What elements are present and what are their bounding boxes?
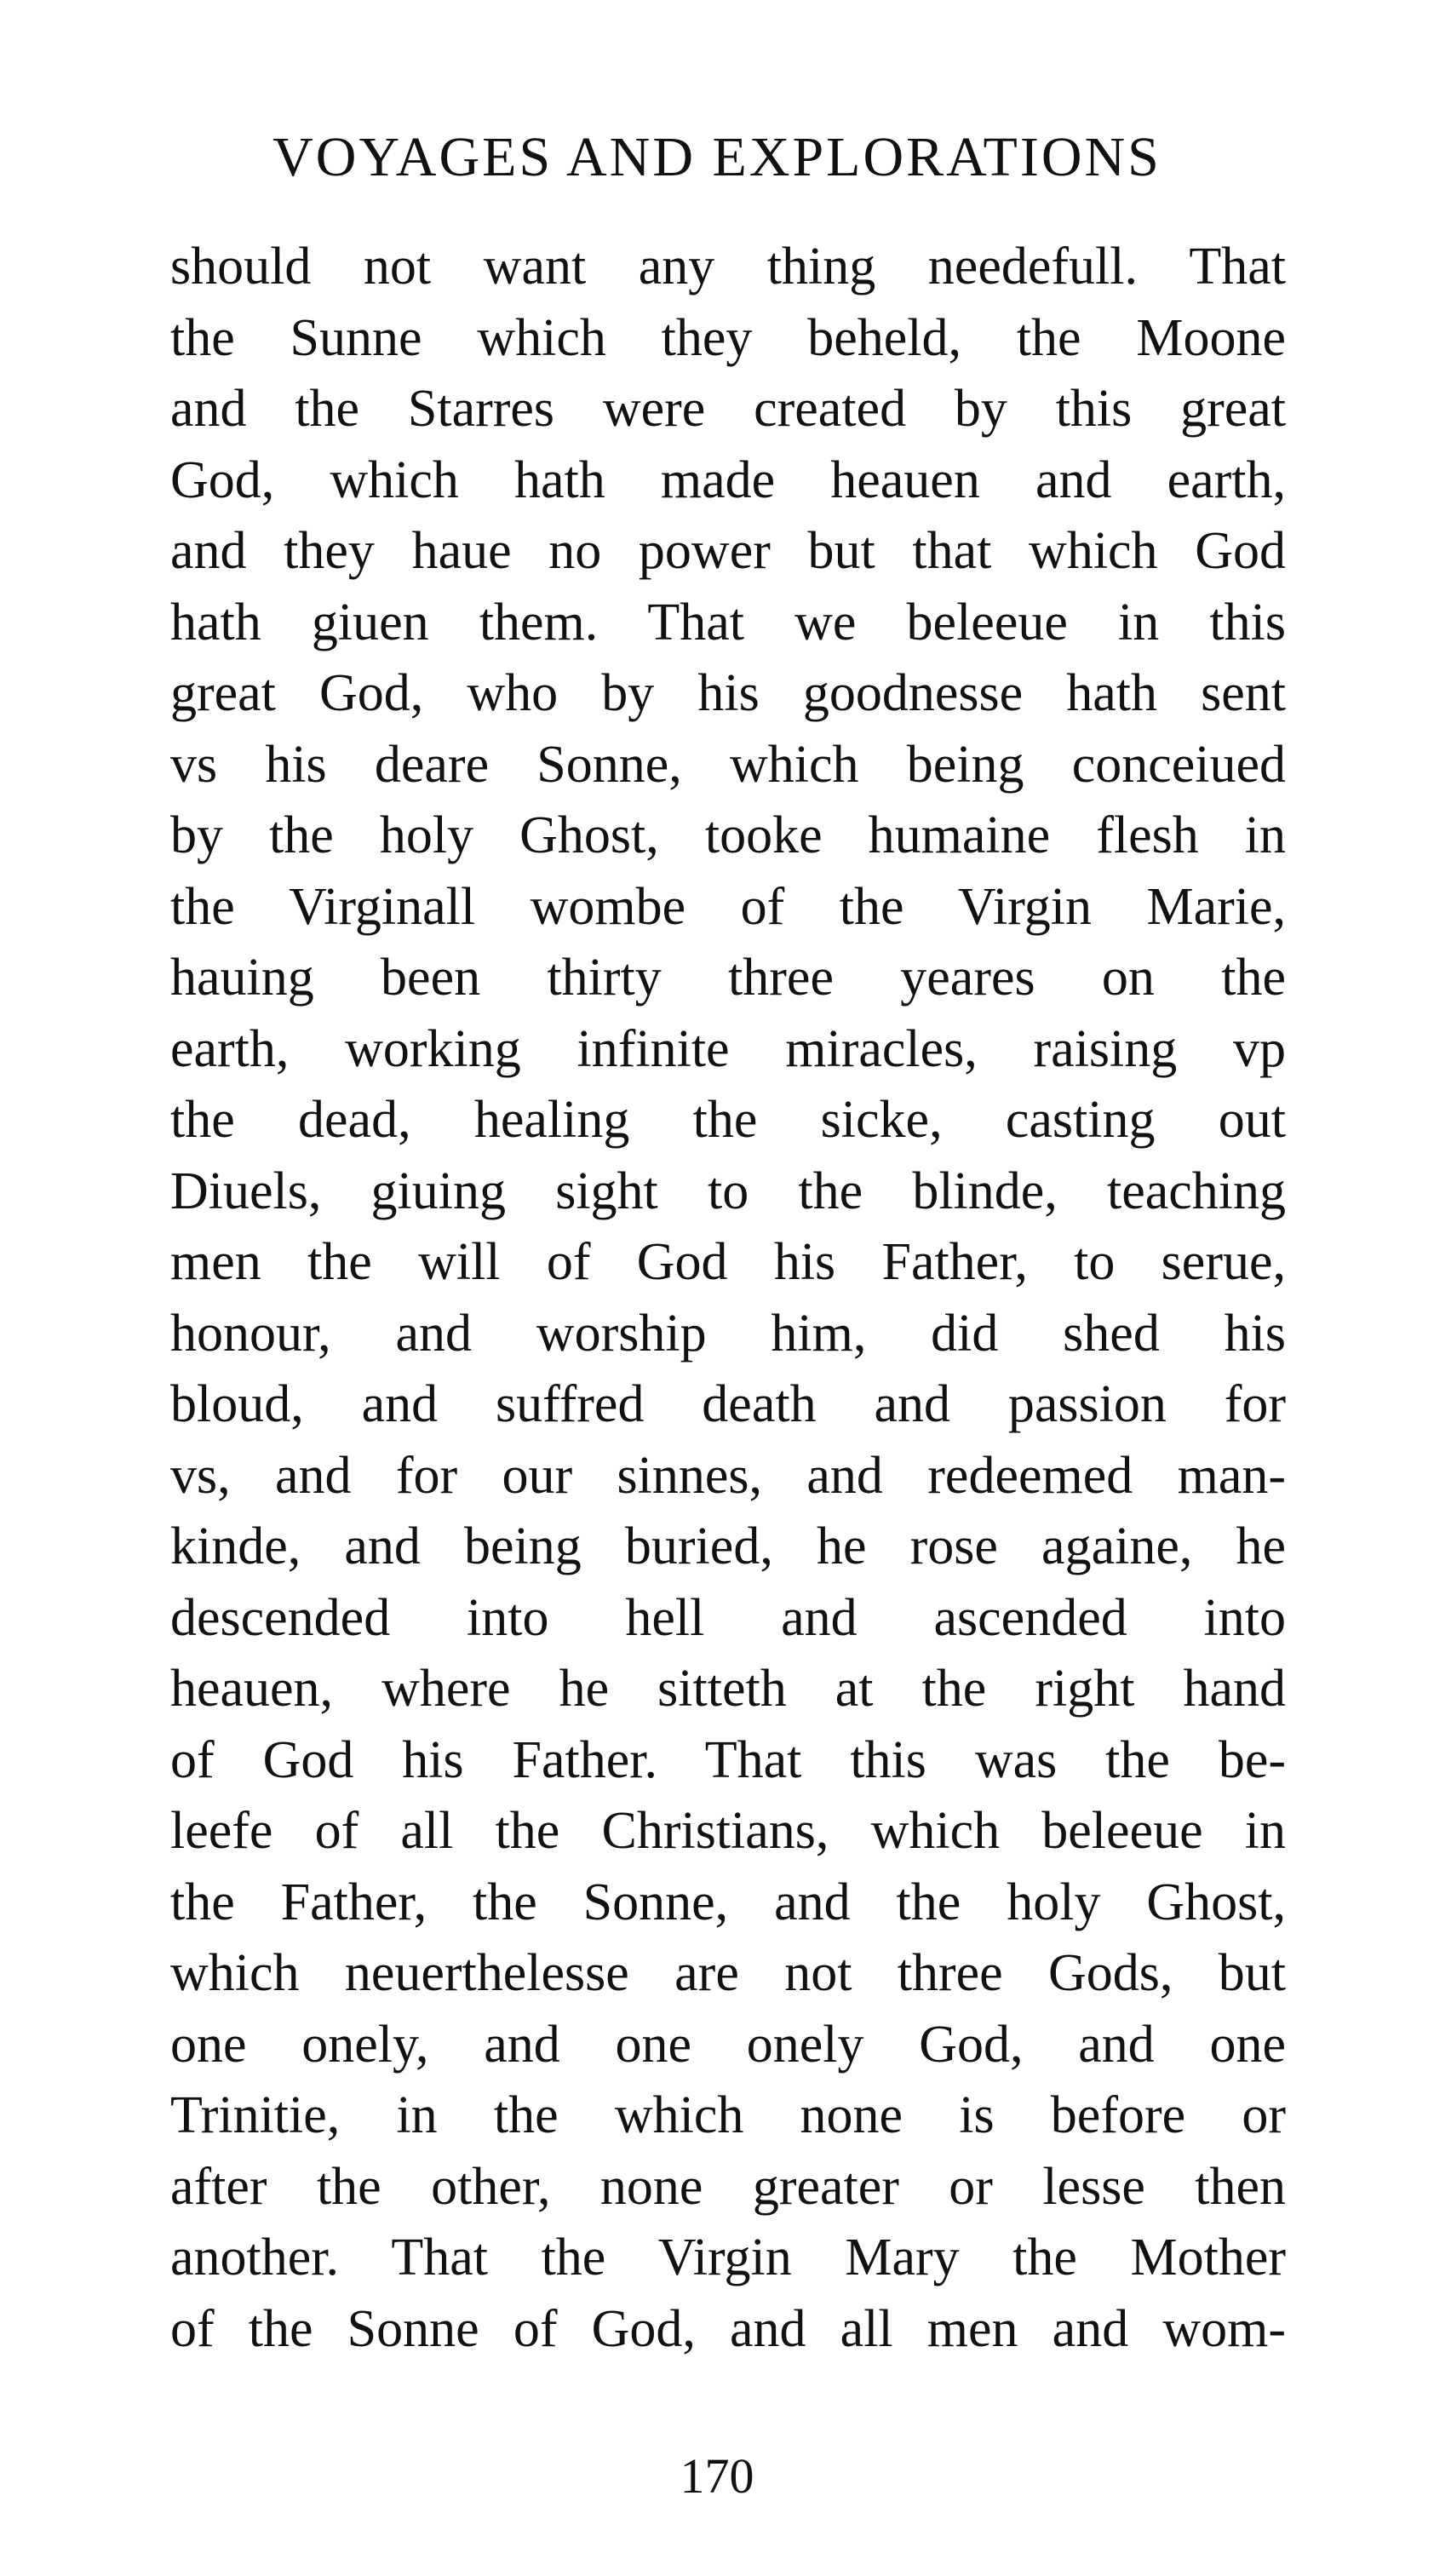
text-line: God, which hath made heauen and earth, (170, 450, 1286, 509)
text-line: the dead, healing the sicke, casting out (170, 1091, 1286, 1149)
text-line: Trinitie, in the which none is before or (170, 2086, 1286, 2144)
text-line: vs his deare Sonne, which being conceiued (170, 735, 1286, 794)
text-line: after the other, none greater or lesse then (170, 2157, 1286, 2216)
body-text (170, 232, 1286, 2365)
text-line: hath giuen them. That we beleeue in this (170, 593, 1286, 651)
text-line: great God, who by his goodnesse hath sent (170, 664, 1286, 722)
text-line: men the will of God his Father, to serue, (170, 1233, 1286, 1291)
text-line: the Father, the Sonne, and the holy Ghost, (170, 1873, 1286, 1931)
text-line: bloud, and suffred death and passion for (170, 1375, 1286, 1433)
text-line: honour, and worship him, did shed his (170, 1304, 1286, 1363)
text-line: earth, working infinite miracles, raising vp (170, 1019, 1286, 1078)
running-head: VOYAGES AND EXPLORATIONS (272, 126, 1162, 188)
text-line: another. That the Virgin Mary the Mother (170, 2229, 1286, 2286)
text-line: heauen, where he sitteth at the right hand (170, 1660, 1286, 1718)
text-line: of the Sonne of God, and all men and wom- (170, 2299, 1286, 2358)
text-line: of God his Father. That this was the be- (170, 1730, 1286, 1789)
text-line: the Sunne which they beheld, the Moone (170, 308, 1286, 367)
text-line: should not want any thing needefull. That (170, 238, 1286, 295)
text-line: leefe of all the Christians, which beleeue in (170, 1802, 1286, 1860)
text-line: descended into hell and ascended into (170, 1588, 1286, 1647)
text-line: by the holy Ghost, tooke humaine flesh in (170, 806, 1286, 864)
text-line: kinde, and being buried, he rose againe, he (170, 1517, 1286, 1575)
text-line: vs, and for our sinnes, and redeemed man- (170, 1446, 1286, 1505)
text-line: Diuels, giuing sight to the blinde, teaching (170, 1162, 1286, 1220)
text-line: and the Starres were created by this great (170, 380, 1286, 438)
text-line: and they haue no power but that which God (170, 522, 1286, 580)
text-line: the Virginall wombe of the Virgin Marie, (170, 877, 1286, 936)
text-line: one onely, and one onely God, and one (170, 2015, 1286, 2074)
text-line: which neuerthelesse are not three Gods, but (170, 1944, 1286, 2002)
page-number: 170 (680, 2448, 754, 2504)
text-line: hauing been thirty three yeares on the (170, 949, 1286, 1007)
